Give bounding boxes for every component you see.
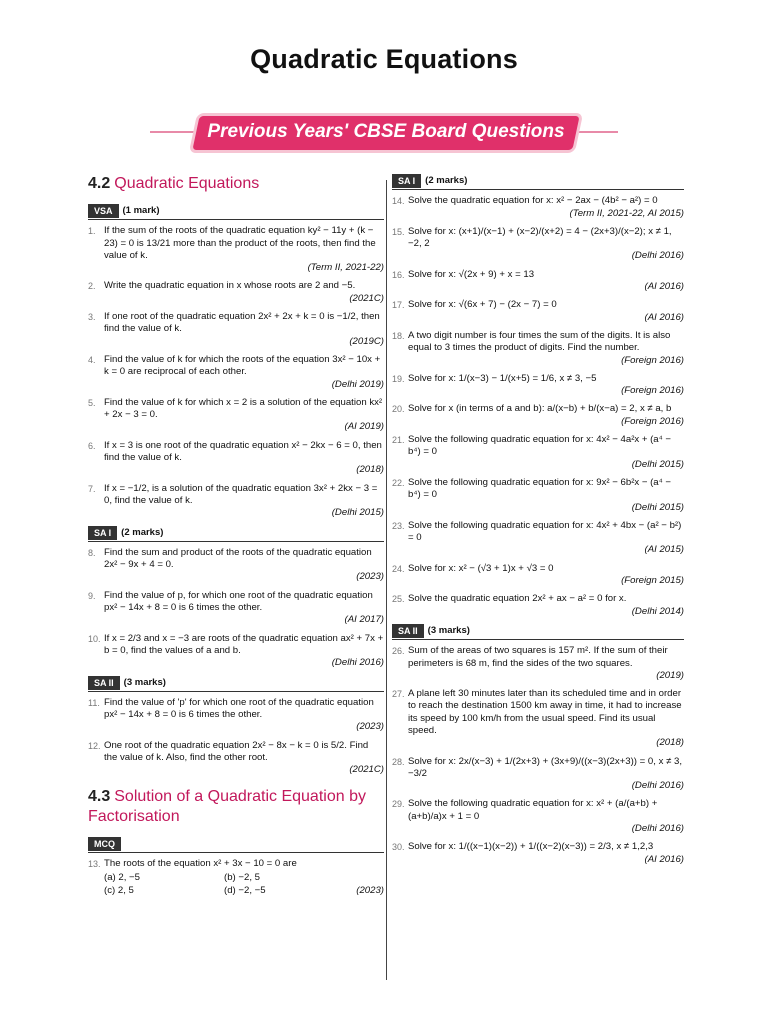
sa2-tag-right: SA II — [392, 624, 424, 638]
question-15: 15. Solve for x: (x+1)/(x−1) + (x−2)/(x+2) = 4 − (2x+3)/(x−2); x ≠ 1, −2, 2 (Delhi 2016) — [392, 225, 684, 262]
column-divider — [386, 180, 387, 980]
question-3: 3. If one root of the quadratic equation 2x² + 2x + k = 0 is −1/2, then find the value of k. (2019C) — [88, 311, 384, 347]
question-5: 5. Find the value of k for which x = 2 is a solution of the equation kx² + 2x − 3 = 0. (AI 2019) — [88, 396, 384, 433]
question-19: 19. Solve for x: 1/(x−3) − 1/(x+5) = 1/6, x ≠ 3, −5 (Foreign 2016) — [392, 372, 684, 397]
question-23: 23. Solve the following quadratic equation for x: 4x² + 4bx − (a² − b²) = 0 (AI 2015) — [392, 519, 684, 556]
option-d: (d) −2, −5 — [224, 885, 266, 897]
sa2-header-right — [392, 624, 684, 640]
question-8: 8. Find the sum and product of the roots of the quadratic equation 2x² − 9x + 4 = 0. (2023) — [88, 546, 384, 583]
question-30: 30. Solve for x: 1/((x−1)(x−2)) + 1/((x−2)(x−3)) = 2/3, x ≠ 1,2,3 (AI 2016) — [392, 841, 684, 865]
banner-title: Previous Years' CBSE Board Questions — [207, 121, 565, 142]
section-heading-4-2: 4.2 Quadratic Equations — [88, 175, 260, 192]
question-27: 27. A plane left 30 minutes later than its scheduled time and in order to reach the destination 1500 km away in time, it had to increase its speed by 100 km/h from the usual speed. Find its usual speed. (2018) — [392, 688, 684, 749]
question-6: 6. If x = 3 is one root of the quadratic equation x² − 2kx − 6 = 0, then find the value of k. (2018) — [88, 439, 384, 476]
question-1: 1. If the sum of the roots of the quadratic equation ky² − 11y + (k − 23) = 0 is 13/21 more than the product of the roots, then find the value of k. (Term II, 2021-22) — [88, 225, 384, 274]
sa2-tag: SA II — [88, 676, 120, 690]
mcq-tag: MCQ — [88, 837, 121, 851]
question-14: 14. Solve the quadratic equation for x: x² − 2ax − (4b² − a²) = 0 (Term II, 2021-22, AI 2015) — [392, 195, 684, 219]
sa1-marks-right: (2 marks) — [425, 175, 468, 186]
page-title: Quadratic Equations — [250, 44, 518, 74]
question-24: 24. Solve for x: x² − (√3 + 1)x + √3 = 0 (Foreign 2015) — [392, 562, 684, 587]
mcq-header — [88, 837, 384, 853]
question-10: 10. If x = 2/3 and x = −3 are roots of the quadratic equation ax² + 7x + b = 0, find the values of a and b. (Delhi 2016) — [88, 632, 384, 669]
sa1-tag-right: SA I — [392, 174, 421, 188]
question-28: 28. Solve for x: 2x/(x−3) + 1/(2x+3) + (3x+9)/((x−3)(2x+3)) = 0, x ≠ 3, −3/2 (Delhi 2016) — [392, 755, 684, 792]
question-2: 2. Write the quadratic equation in x whose roots are 2 and −5. (2021C) — [88, 280, 384, 304]
option-a: (a) 2, −5 — [104, 872, 140, 884]
question-26: 26. Sum of the areas of two squares is 157 m². If the sum of their perimeters is 68 m, find the sides of the two squares. (2019) — [392, 645, 684, 681]
question-4: 4. Find the value of k for which the roots of the equation 3x² − 10x + k = 0 are reciprocal of each other. (Delhi 2019) — [88, 353, 384, 390]
question-16: 16. Solve for x: √(2x + 9) + x = 13 (AI 2016) — [392, 268, 684, 293]
question-21: 21. Solve the following quadratic equation for x: 4x² − 4a²x + (a⁴ − b⁴) = 0 (Delhi 2015) — [392, 434, 684, 470]
left-column — [88, 172, 384, 904]
question-11: 11. Find the value of 'p' for which one root of the quadratic equation px² − 14x + 8 = 0 is 6 times the other. (2023) — [88, 696, 384, 733]
question-29: 29. Solve the following quadratic equation for x: x² + (a/(a+b) + (a+b)/a)x + 1 = 0 (Delhi 2016) — [392, 798, 684, 835]
question-13: 13. The roots of the equation x² + 3x − 10 = 0 are (a) 2, −5 (b) −2, 5 (c) 2, 5 (d) −2, −5 (2023) — [88, 857, 384, 897]
sa1-header — [88, 526, 384, 542]
vsa-header — [88, 204, 384, 220]
section-heading-4-3: 4.3 Solution of a Quadratic Equation by Factorisation — [88, 787, 366, 825]
option-c: (c) 2, 5 — [104, 885, 134, 897]
question-12: 12. One root of the quadratic equation 2x² − 8x − k = 0 is 5/2. Find the value of k. Also, find the other root. (2021C) — [88, 739, 384, 776]
option-b: (b) −2, 5 — [224, 872, 260, 884]
sa2-marks-right: (3 marks) — [427, 624, 470, 636]
question-25: 25. Solve the quadratic equation 2x² + ax − a² = 0 for x. (Delhi 2014) — [392, 593, 684, 617]
sa1-marks: (2 marks) — [121, 526, 164, 538]
question-17: 17. Solve for x: √(6x + 7) − (2x − 7) = 0 (AI 2016) — [392, 299, 684, 323]
sa1-tag: SA I — [88, 526, 117, 540]
question-7: 7. If x = −1/2, is a solution of the quadratic equation 3x² + 2kx − 3 = 0, find the value of k. (Delhi 2015) — [88, 482, 384, 519]
sa1-header-right — [392, 174, 684, 190]
vsa-marks: (1 mark) — [122, 205, 160, 216]
question-22: 22. Solve the following quadratic equation for x: 9x² − 6b²x − (a⁴ − b⁴) = 0 (Delhi 2015) — [392, 476, 684, 513]
question-18: 18. A two digit number is four times the sum of the digits. It is also equal to 3 times the product of digits. Find the number. (Foreign 2016) — [392, 329, 684, 366]
right-column — [392, 172, 684, 872]
sa2-marks: (3 marks) — [123, 676, 166, 688]
question-20: 20. Solve for x (in terms of a and b): a/(x−b) + b/(x−a) = 2, x ≠ a, b (Foreign 2016) — [392, 403, 684, 427]
sa2-header — [88, 676, 384, 692]
vsa-tag: VSA — [88, 204, 119, 218]
question-9: 9. Find the value of p, for which one root of the quadratic equation px² − 14x + 8 = 0 is 6 times the other. (AI 2017) — [88, 589, 384, 626]
